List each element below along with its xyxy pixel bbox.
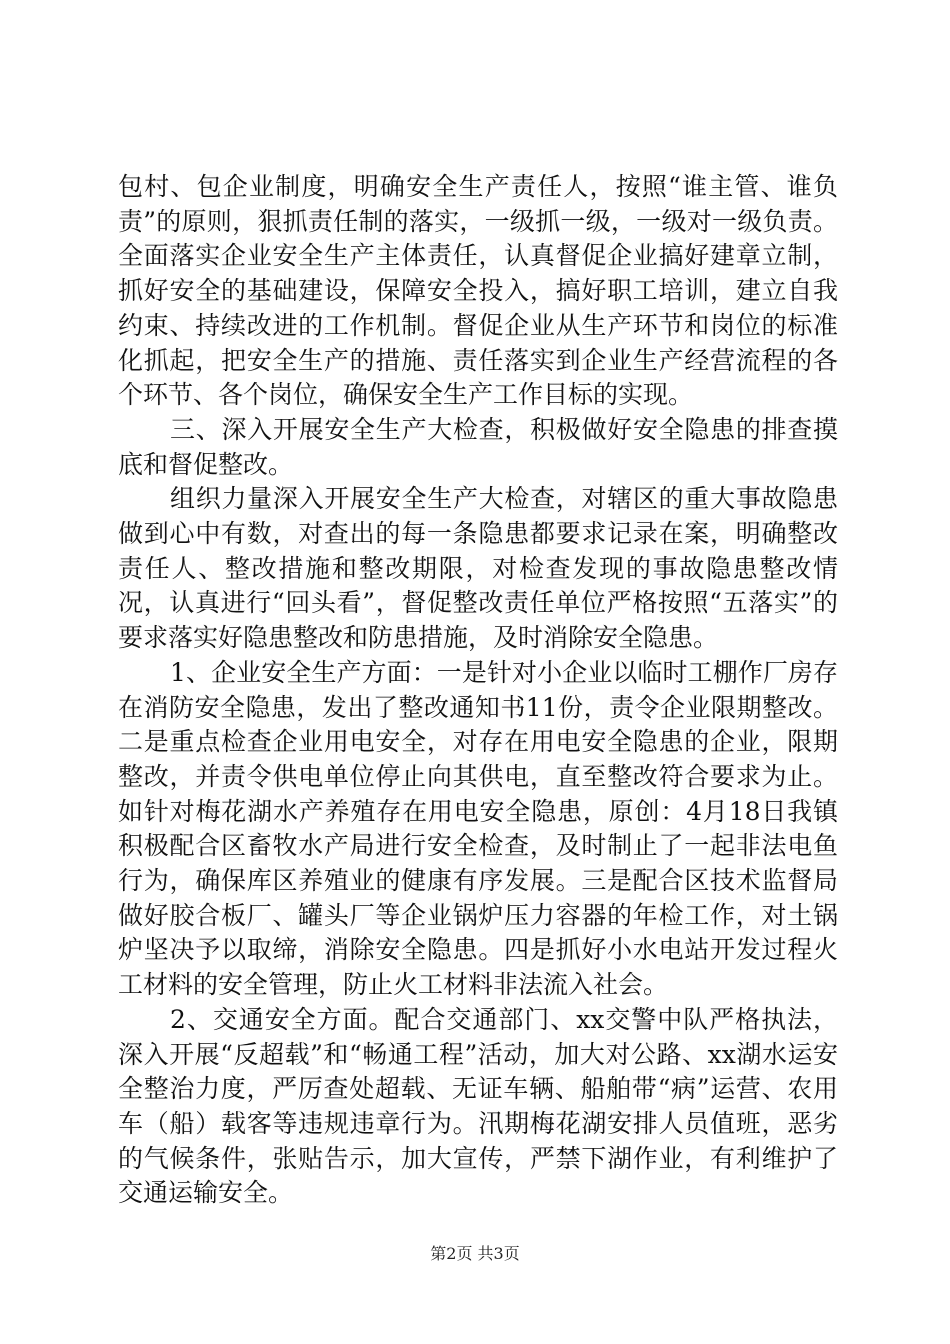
document-body: [118, 170, 838, 1211]
paragraph-responsibility: 包村、包企业制度，明确安全生产责任人，按照“谁主管、谁负责”的原则，狠抓责任制的落实，一级抓一级，一级对一级负责。全面落实企业安全生产主体责任，认真督促企业搞好建章立制，抓好安全的基础建设，保障安全投入，搞好职工培训，建立自我约束、持续改进的工作机制。督促企业从生产环节和岗位的标准化抓起，把安全生产的措施、责任落实到企业生产经营流程的各个环节、各个岗位，确保安全生产工作目标的实现。: [118, 172, 838, 410]
page-footer: 第2页 共3页: [430, 1244, 520, 1263]
section-heading-inspection: 三、深入开展安全生产大检查，积极做好安全隐患的排查摸底和督促整改。: [118, 414, 838, 479]
paragraph-enterprise-safety: 1、企业安全生产方面：一是针对小企业以临时工棚作厂房存在消防安全隐患，发出了整改通知书11份，责令企业限期整改。二是重点检查企业用电安全，对存在用电安全隐患的企业，限期整改，并责令供电单位停止向其供电，直至整改符合要求为止。如针对梅花湖水产养殖存在用电安全隐患，原创：4月18日我镇积极配合区畜牧水产局进行安全检查，及时制止了一起非法电鱼行为，确保库区养殖业的健康有序发展。三是配合区技术监督局做好胶合板厂、罐头厂等企业锅炉压力容器的年检工作，对土锅炉坚决予以取缔，消除安全隐患。四是抓好小水电站开发过程火工材料的安全管理，防止火工材料非法流入社会。: [118, 657, 838, 1000]
paragraph-traffic-safety: 2、交通安全方面。配合交通部门、xx交警中队严格执法，深入开展“反超载”和“畅通工程”活动，加大对公路、xx湖水运安全整治力度，严厉查处超载、无证车辆、船舶带“病”运营、农用车（船）载客等违规违章行为。汛期梅花湖安排人员值班，恶劣的气候条件，张贴告示，加大宣传，严禁下湖作业，有利维护了交通运输安全。: [118, 1004, 838, 1208]
paragraph-inspection: 组织力量深入开展安全生产大检查，对辖区的重大事故隐患做到心中有数，对查出的每一条隐患都要求记录在案，明确整改责任人、整改措施和整改期限，对检查发现的事故隐患整改情况，认真进行“回头看”，督促整改责任单位严格按照“五落实”的要求落实好隐患整改和防患措施，及时消除安全隐患。: [118, 484, 838, 653]
